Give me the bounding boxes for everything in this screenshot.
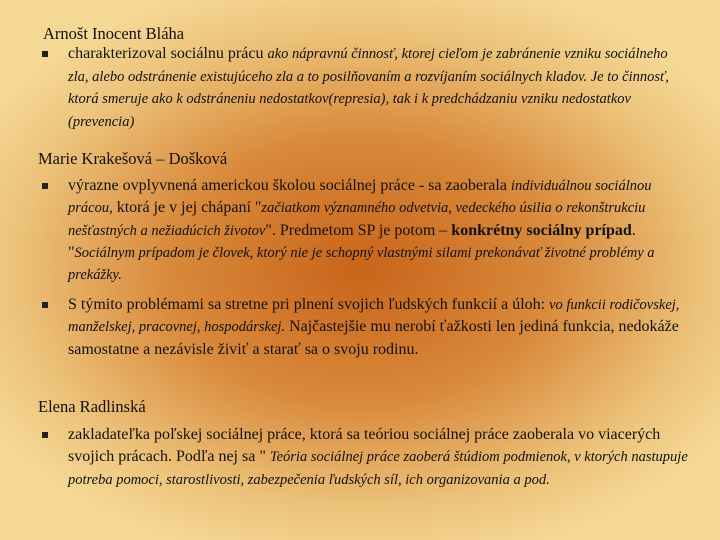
italic-span: Sociálnym prípadom je človek, ktorý nie je schopný vlastnými silami prekonávať životné problémy a prekážky.: [68, 244, 655, 284]
text-span: ktorá je v jej chápaní ": [112, 199, 262, 217]
paragraph-blaha: [68, 43, 688, 133]
italic-span: Teória sociálnej práce zaoberá štúdiom podmienok, v ktorých nastupuje potreba pomoci, starostlivosti, zabezpečenia ľudských síl, ich organizovania a pod.: [68, 449, 688, 488]
paragraph-radlinska: [68, 424, 688, 491]
author-heading-krakesova: Marie Krakešová – Došková: [38, 149, 228, 168]
text-span: ". Predmetom SP je potom –: [265, 221, 452, 239]
italic-span: vo funkcii rodičovskej, manželskej, pracovnej, hospodárskej.: [68, 297, 680, 336]
italic-span: začiatkom významného odvetvia, vedeckého úsilia o rekonštrukciu nešťastných a nežiadúcich životov: [68, 200, 646, 239]
text-span: zakladateľka poľskej sociálnej práce, ktorá sa teóriou sociálnej práce zaoberala vo viacerých svojich prácach. Podľa nej sa ": [68, 426, 661, 466]
bullet-icon: [40, 175, 50, 195]
paragraph-krakesova-2: [68, 294, 688, 361]
text-span: . ": [68, 221, 636, 261]
text-span: Najčastejšie mu nerobí ťažkosti len jediná funkcia, nedokáže samostatne a nezávisle živiť a starať sa o svoju rodinu.: [68, 318, 679, 358]
italic-span: ako nápravnú činnosť, ktorej cieľom je zabránenie vzniku sociálneho zla, alebo odstránenie existujúceho zla a to posilňovaním a rozvíjaním sociálnych kladov. Je to činnosť, ktorá smeruje ako k odstráneniu nedostatkov(represia), tak i k predchádzaniu vzniku nedostatkov (prevencia): [68, 46, 669, 130]
text-span: S týmito problémami sa stretne pri plnení svojich ľudských funkcií a úloh:: [68, 296, 550, 313]
paragraph-krakesova-1: [68, 175, 688, 286]
bold-span: konkrétny sociálny prípad: [451, 221, 632, 239]
italic-span: individuálnou sociálnou prácou,: [68, 178, 652, 217]
author-heading-radlinska: Elena Radlinská: [38, 397, 146, 416]
bullet-icon: [40, 294, 50, 314]
bullet-icon: [40, 424, 50, 444]
text-span: výrazne ovplyvnená americkou školou sociálnej práce - sa zaoberala: [68, 177, 511, 194]
author-heading-blaha: Arnošt Inocent Bláha: [43, 24, 185, 43]
bullet-icon: [40, 43, 50, 63]
text-span: charakterizoval sociálnu prácu: [68, 45, 268, 62]
